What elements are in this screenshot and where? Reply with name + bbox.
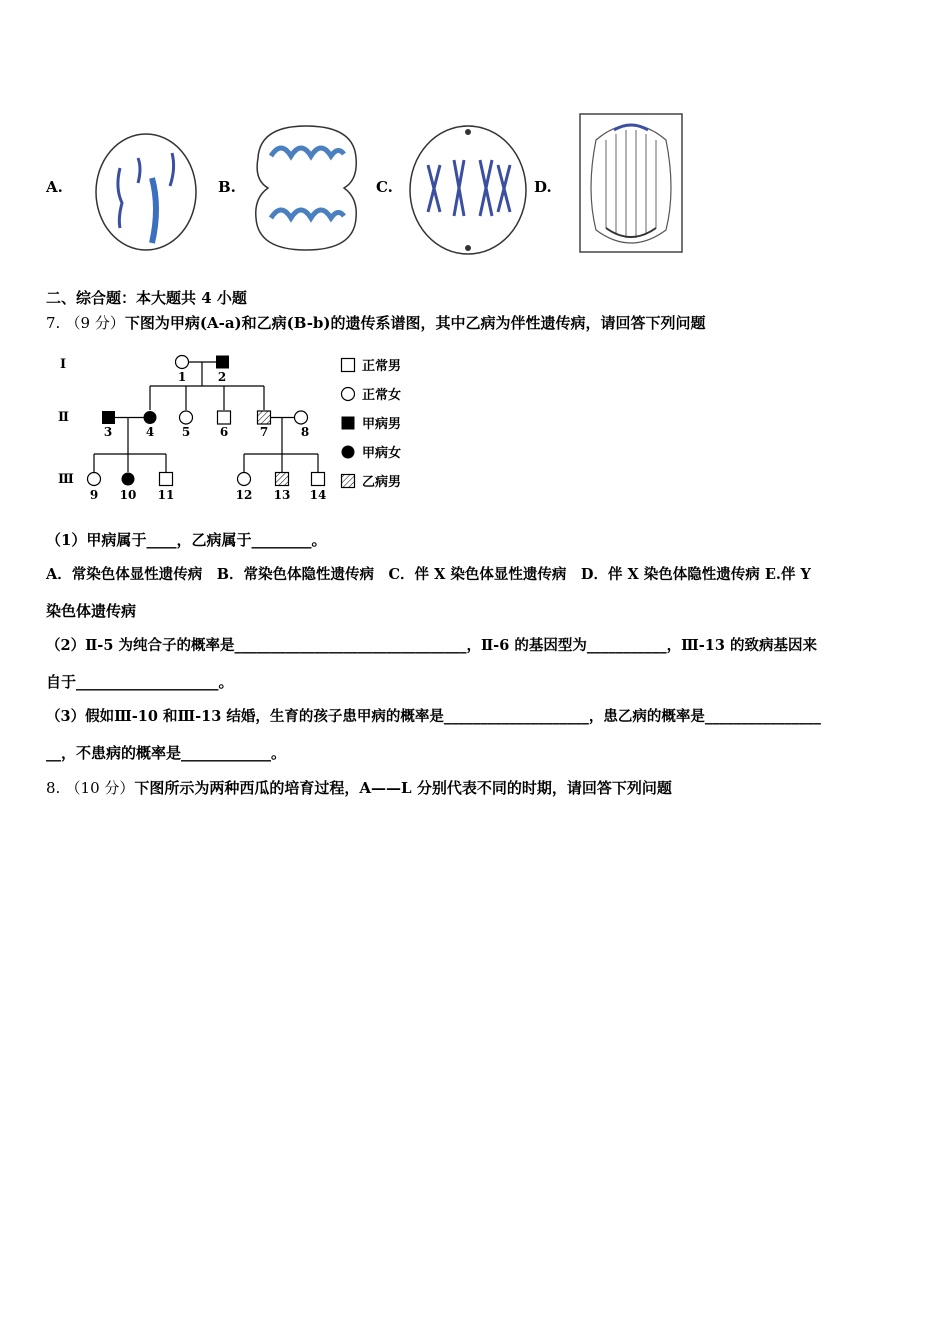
- individual-14: [312, 473, 325, 486]
- q7-part2-line2: 自于___________________。: [46, 673, 234, 691]
- legend-disease-a-female-symbol: [340, 444, 356, 460]
- cell-figure-a: [90, 128, 202, 256]
- q8-score: （10 分）: [65, 779, 135, 797]
- legend-normal-male: [340, 355, 401, 374]
- q7-choices-line2: 染色体遗传病: [46, 602, 137, 620]
- individual-number-6: 6: [219, 425, 229, 439]
- q8-stem: 下图所示为两种西瓜的培育过程，A——L 分别代表不同的时期，请回答下列问题: [134, 779, 672, 797]
- individual-13: [276, 473, 289, 486]
- legend-normal-female-symbol: [340, 386, 356, 402]
- individual-8: [295, 411, 308, 424]
- cell-figure-c: [406, 120, 530, 260]
- individual-12: [238, 473, 251, 486]
- individual-5: [180, 411, 193, 424]
- cell-figure-d: [576, 110, 686, 256]
- individual-7: [258, 411, 271, 424]
- q7-part3-line2: __，不患病的概率是____________。: [46, 744, 287, 762]
- legend-disease-b-male: [340, 471, 401, 490]
- option-d-label: D.: [534, 178, 552, 196]
- individual-number-7: 7: [259, 425, 269, 439]
- legend-disease-b-male-symbol: [340, 473, 356, 489]
- option-c-label: C.: [376, 178, 393, 196]
- section-title: 二、综合题：本大题共 4 小题: [46, 289, 247, 307]
- legend-disease-a-male-symbol: [340, 415, 356, 431]
- individual-number-11: 11: [157, 488, 175, 502]
- individual-number-3: 3: [103, 425, 113, 439]
- individual-number-14: 14: [309, 488, 327, 502]
- individual-10: [122, 473, 135, 486]
- q7-choices-line1: A．常染色体显性遗传病 B．常染色体隐性遗传病 C．伴 X 染色体显性遗传病 D．伴 X 染色体隐性遗传病 E.伴 Y: [46, 566, 811, 583]
- legend-disease-a-male-label: 甲病男: [362, 417, 402, 432]
- q7-number: 7.: [46, 314, 61, 332]
- generation-label-2: Ⅱ: [58, 410, 69, 425]
- q8-number: 8.: [46, 779, 61, 797]
- individual-9: [88, 473, 101, 486]
- legend-disease-a-male: [340, 413, 401, 432]
- individual-number-1: 1: [177, 370, 187, 384]
- q7-stem-line: [46, 312, 706, 333]
- individual-4: [144, 411, 157, 424]
- individual-1: [176, 356, 189, 369]
- individual-number-10: 10: [119, 488, 137, 502]
- legend-normal-male-label: 正常男: [362, 359, 402, 374]
- individual-number-4: 4: [145, 425, 155, 439]
- individual-3: [102, 411, 115, 424]
- q7-stem: 下图为甲病(A-a)和乙病(B-b)的遗传系谱图，其中乙病为伴性遗传病，请回答下列问题: [124, 314, 706, 332]
- legend-disease-a-female-label: 甲病女: [362, 446, 402, 461]
- legend-normal-male-symbol: [340, 357, 356, 373]
- q7-part2-line1: （2）Ⅱ-5 为纯合子的概率是________________________________，Ⅱ-6 的基因型为___________，Ⅲ-13 的致病基因来: [46, 637, 817, 654]
- generation-label-3: Ⅲ: [58, 472, 74, 487]
- individual-number-12: 12: [235, 488, 253, 502]
- individual-number-2: 2: [217, 370, 227, 384]
- individual-number-8: 8: [300, 425, 310, 439]
- option-b-label: B.: [218, 178, 236, 196]
- individual-6: [218, 411, 231, 424]
- q8-stem-line: [46, 777, 672, 798]
- individual-11: [160, 473, 173, 486]
- generation-label-1: Ⅰ: [60, 357, 67, 372]
- option-a-label: A.: [46, 178, 63, 196]
- individual-number-9: 9: [89, 488, 99, 502]
- q7-part3-line1: （3）假如Ⅲ-10 和Ⅲ-13 结婚，生育的孩子患甲病的概率是____________________，患乙病的概率是________________: [46, 708, 821, 725]
- individual-2: [216, 356, 229, 369]
- individual-number-13: 13: [273, 488, 291, 502]
- legend-disease-a-female: [340, 442, 401, 461]
- legend-disease-b-male-label: 乙病男: [362, 475, 402, 490]
- individual-number-5: 5: [181, 425, 191, 439]
- q7-score: （9 分）: [65, 314, 125, 332]
- q7-part1: （1）甲病属于____，乙病属于________。: [46, 531, 327, 549]
- legend-normal-female: [340, 384, 401, 403]
- cell-figure-b: [246, 118, 366, 258]
- legend-normal-female-label: 正常女: [362, 388, 402, 403]
